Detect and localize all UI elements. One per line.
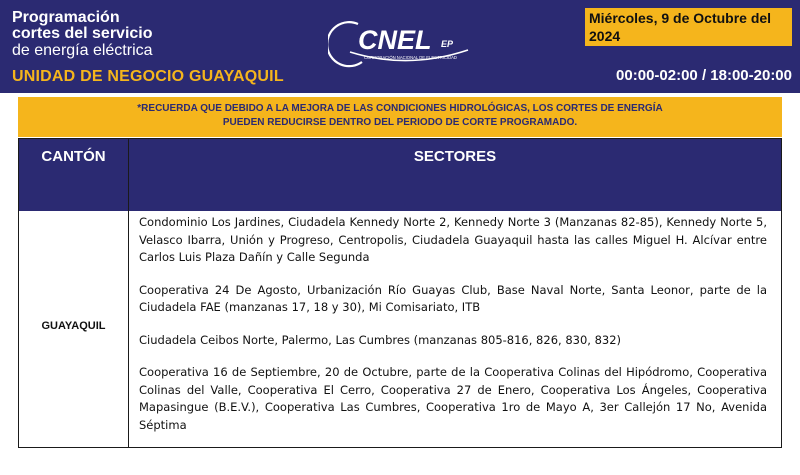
- logo-suffix: EP: [441, 39, 454, 49]
- outage-table: [18, 138, 782, 448]
- business-unit-label: UNIDAD DE NEGOCIO GUAYAQUIL: [12, 68, 284, 85]
- logo-wordmark: CNEL: [358, 25, 432, 55]
- header-banner: [0, 0, 800, 93]
- sector-group-3: Ciudadela Ceibos Norte, Palermo, Las Cumbres (manzanas 805-816, 826, 830, 832): [139, 332, 622, 347]
- date-badge: Miércoles, 9 de Octubre del 2024: [585, 8, 792, 46]
- table-header: [19, 139, 781, 211]
- column-header-sectores: SECTORES: [413, 148, 497, 165]
- title-line-3: de energía eléctrica: [12, 42, 153, 59]
- title-line-1: Programación: [12, 9, 120, 26]
- cnel-logo: [328, 12, 488, 72]
- canton-cell: GUAYAQUIL: [19, 211, 129, 447]
- notice-banner: [18, 97, 782, 137]
- column-header-canton: CANTÓN: [19, 139, 129, 211]
- notice-line-2: PUEDEN REDUCIRSE DENTRO DEL PERIODO DE CORTE PROGRAMADO.: [222, 117, 578, 128]
- sector-group-4: Cooperativa 16 de Septiembre, 20 de Octubre, parte de la Cooperativa Colinas del Hipódromo, Cooperativa Colinas del Valle, Cooperativa El Cerro, Cooperativa 27 de Enero, Cooperativa Los Ángeles, Cooperativa Mapasingue (B.E.V.), Cooperativa Las Cumbres, Cooperativa 1ro de Mayo A, 3er Callejón 17 No, Avenida Séptima: [139, 365, 767, 432]
- logo-subtitle: CORPORACIÓN NACIONAL DE ELECTRICIDAD: [364, 55, 457, 60]
- sector-group-2: Cooperativa 24 De Agosto, Urbanización Río Guayas Club, Base Naval Norte, Santa Leonor, parte de la Ciudadela FAE (manzanas 17, 18 y 30), Mi Comisariato, ITB: [139, 282, 767, 314]
- page-title: [12, 10, 153, 60]
- time-range: 00:00-02:00 / 18:00-20:00: [616, 67, 792, 84]
- notice-line-1: *RECUERDA QUE DEBIDO A LA MEJORA DE LAS CONDICIONES HIDROLÓGICAS, LOS CORTES DE ENERGÍA: [137, 103, 663, 114]
- table-row: [19, 211, 781, 447]
- sector-group-1: Condominio Los Jardines, Ciudadela Kennedy Norte 2, Kennedy Norte 3 (Manzanas 82-85), Kennedy Norte 5, Velasco Ibarra, Unión y Progreso, Centropolis, Ciudadela Guayaquil hasta las calles Miguel H. Alcívar entre Carlos Luis Plaza Dañín y Calle Segunda: [139, 215, 767, 264]
- title-line-2: cortes del servicio: [12, 25, 153, 42]
- sectors-cell: [129, 211, 781, 447]
